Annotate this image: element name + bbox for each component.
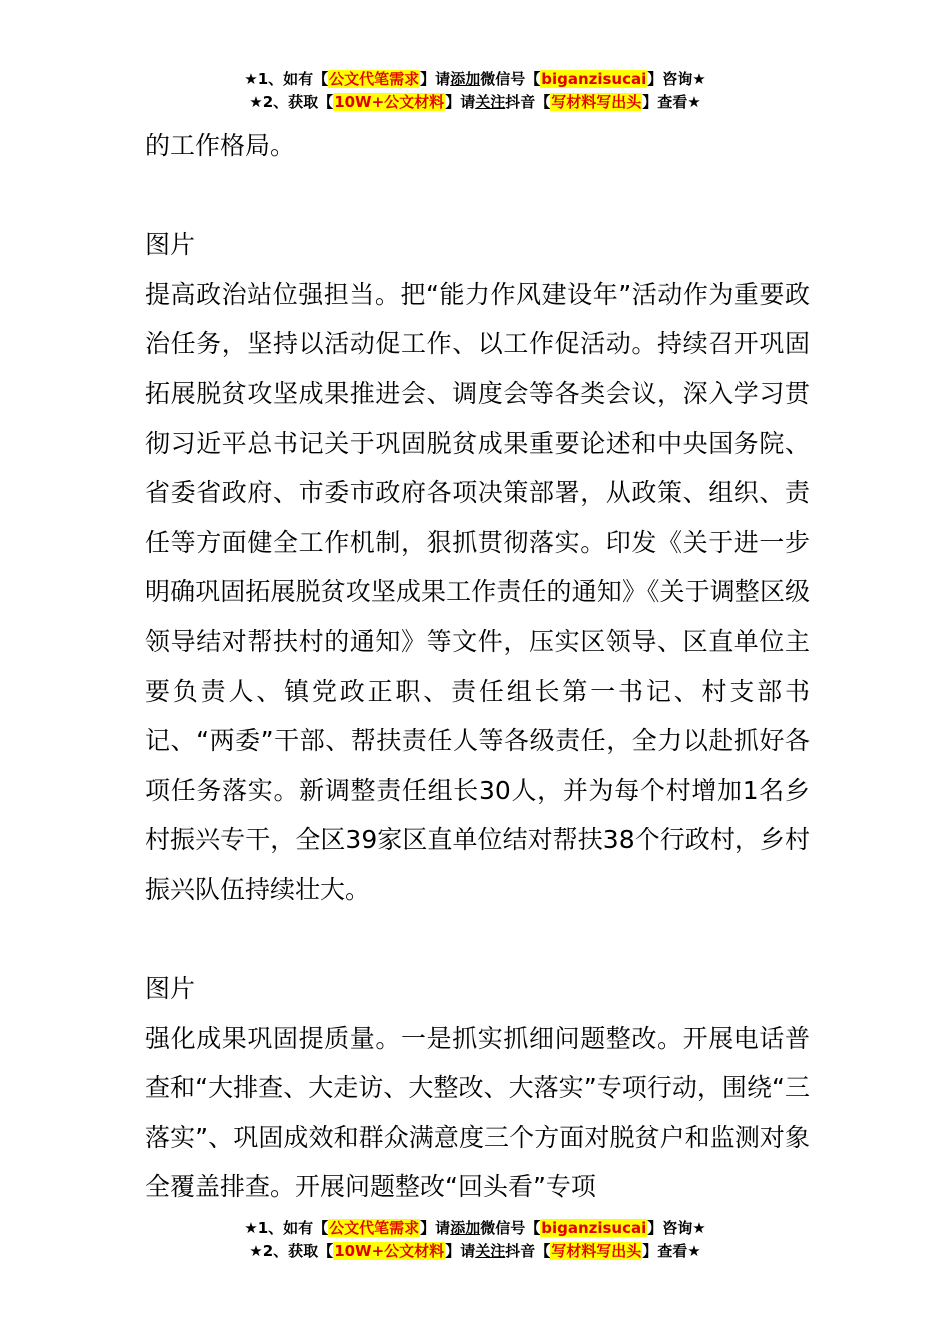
footer-line-2-mid2: 抖音【 [505,1242,551,1260]
footer-emphasis-add: 添加 [450,1219,481,1237]
document-body [145,121,810,1212]
header-line-1 [0,68,950,91]
header-highlight-materials: 10W+公文材料 [334,93,445,111]
paragraph-continuation: 的工作格局。 [145,131,296,160]
footer-highlight-ghostwriting: 公文代笔需求 [329,1219,420,1237]
header-line-1-suffix: 】咨询★ [647,70,706,88]
paragraph-political-stance: 提高政治站位强担当。把“能力作风建设年”活动作为重要政治任务，坚持以活动促工作、以工作促活动。持续召开巩固拓展脱贫攻坚成果推进会、调度会等各类会议，深入学习贯彻习近平总书记关于巩固脱贫成果重要论述和中央国务院、省委省政府、市委市政府各项决策部署，从政策、组织、责任等方面健全工作机制，狠抓贯彻落实。印发《关于进一步明确巩固拓展脱贫攻坚成果工作责任的通知》《关于调整区级领导结对帮扶村的通知》等文件，压实区领导、区直单位主要负责人、镇党政正职、责任组长第一书记、村支部书记、“两委”干部、帮扶责任人等各级责任，全力以赴抓好各项任务落实。新调整责任组长30人，并为每个村增加1名乡村振兴专干，全区39家区直单位结对帮扶38个行政村，乡村振兴队伍持续壮大。 [145,279,810,904]
paragraph-gap [145,171,810,221]
header-emphasis-follow: 关注 [475,93,506,111]
footer-line-1 [0,1217,950,1240]
paragraph-consolidate-results: 强化成果巩固提质量。一是抓实抓细问题整改。开展电话普查和“大排查、大走访、大整改、大落实”专项行动，围绕“三落实”、巩固成效和群众满意度三个方面对脱贫户和监测对象全覆盖排查。开展问题整改“回头看”专项 [145,1023,810,1202]
header-highlight-ghostwriting: 公文代笔需求 [329,70,420,88]
header-banner [0,68,950,114]
footer-emphasis-follow: 关注 [475,1242,506,1260]
footer-line-2-suffix: 】查看★ [642,1242,701,1260]
footer-line-1-prefix: ★1、如有【 [244,1219,329,1237]
footer-line-2-prefix: ★2、获取【 [249,1242,334,1260]
footer-banner [0,1217,950,1263]
header-line-1-mid2: 微信号【 [480,70,541,88]
paragraph-gap [145,915,810,965]
footer-line-1-suffix: 】咨询★ [647,1219,706,1237]
footer-line-2 [0,1240,950,1263]
footer-highlight-douyin-id: 写材料写出头 [551,1242,642,1260]
header-line-2-mid: 】请 [445,93,476,111]
header-highlight-wechat-id: biganzisucai [541,70,647,88]
header-line-1-mid: 】请 [420,70,451,88]
footer-line-2-mid: 】请 [445,1242,476,1260]
header-line-2-prefix: ★2、获取【 [249,93,334,111]
footer-line-1-mid: 】请 [420,1219,451,1237]
footer-highlight-materials: 10W+公文材料 [334,1242,445,1260]
header-line-2-mid2: 抖音【 [505,93,551,111]
header-line-2-suffix: 】查看★ [642,93,701,111]
header-highlight-douyin-id: 写材料写出头 [551,93,642,111]
header-line-1-prefix: ★1、如有【 [244,70,329,88]
footer-line-1-mid2: 微信号【 [480,1219,541,1237]
image-placeholder-label: 图片 [145,230,196,260]
image-placeholder-label: 图片 [145,974,196,1004]
header-line-2 [0,91,950,114]
footer-highlight-wechat-id: biganzisucai [541,1219,647,1237]
header-emphasis-add: 添加 [450,70,481,88]
